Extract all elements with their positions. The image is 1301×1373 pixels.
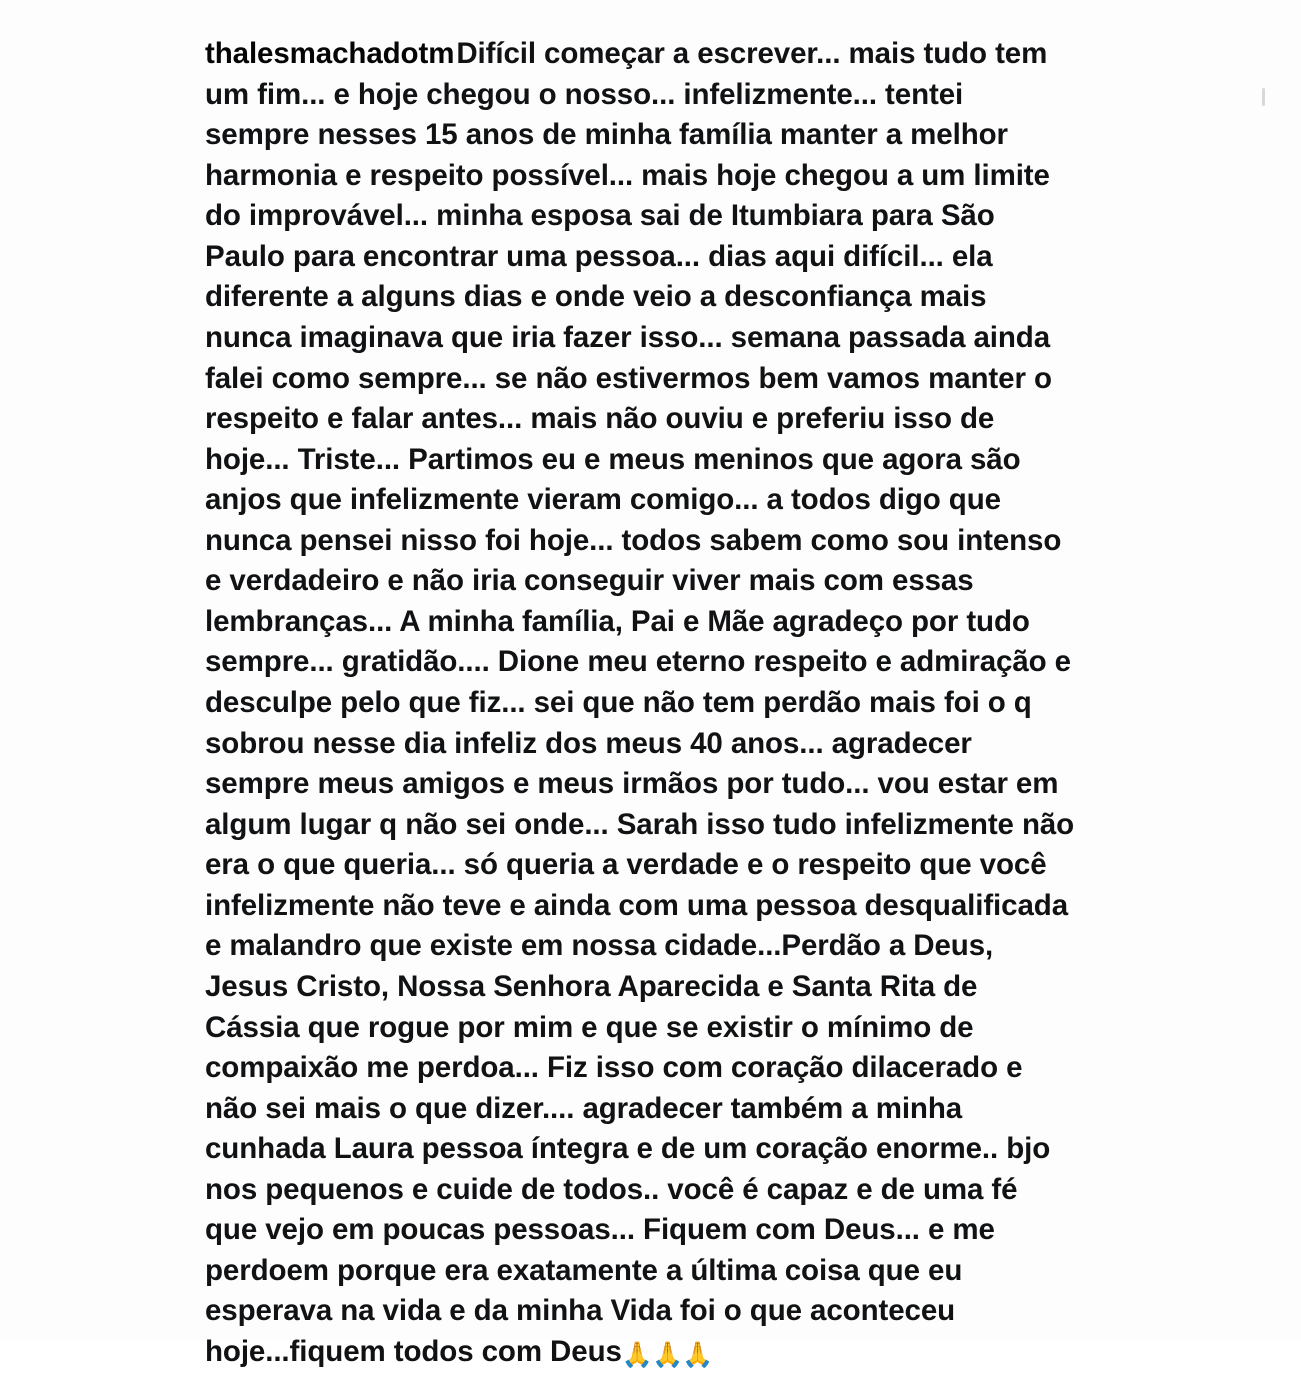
praying-hands-emoji-glyphs: 🙏🙏🙏 xyxy=(621,1340,713,1369)
post-caption-block xyxy=(205,34,1075,1373)
post-caption-text: Difícil começar a escrever... mais tudo tem um fim... e hoje chegou o nosso... infelizmente... tentei sempre nesses 15 anos de minha família manter a melhor harmonia e respeito possível... mais hoje chegou a um limite do improvável... minha esposa sai de Itumbiara para São Paulo para encontrar uma pessoa... dias aqui difícil... ela diferente a alguns dias e onde veio a desconfiança mais nunca imaginava que iria fazer isso... semana passada ainda falei como sempre... se não estivermos bem vamos manter o respeito e falar antes... mais não ouviu e preferiu isso de hoje... Triste... Partimos eu e meus meninos que agora são anjos que infelizmente vieram comigo... a todos digo que nunca pensei nisso foi hoje... todos sabem como sou intenso e verdadeiro e não iria conseguir viver mais com essas lembranças... A minha família, Pai e Mãe agradeço por tudo sempre... gratidão.... Dione meu eterno respeito e admiração e desculpe pelo que fiz... sei que não tem perdão mais foi o q sobrou nesse dia infeliz dos meus 40 anos... agradecer sempre meus amigos e meus irmãos por tudo... vou estar em algum lugar q não sei onde... Sarah isso tudo infelizmente não era o que queria... só queria a verdade e o respeito que você infelizmente não teve e ainda com uma pessoa desqualificada e malandro que existe em nossa cidade...Perdão a Deus, Jesus Cristo, Nossa Senhora Aparecida e Santa Rita de Cássia que rogue por mim e que se existir o mínimo de compaixão me perdoa... Fiz isso com coração dilacerado e não sei mais o que dizer.... agradecer também a minha cunhada Laura pessoa íntegra e de um coração enorme.. bjo nos pequenos e cuide de todos.. você é capaz e de uma fé que vejo em poucas pessoas... Fiquem com Deus... e me perdoem porque era exatamente a última coisa que eu esperava na vida e da minha Vida foi o que aconteceu hoje...fiquem todos com Deus xyxy=(205,37,1075,1368)
post-author-username[interactable]: thalesmachadotm xyxy=(205,37,455,70)
scrollbar-thumb[interactable] xyxy=(1262,88,1265,106)
